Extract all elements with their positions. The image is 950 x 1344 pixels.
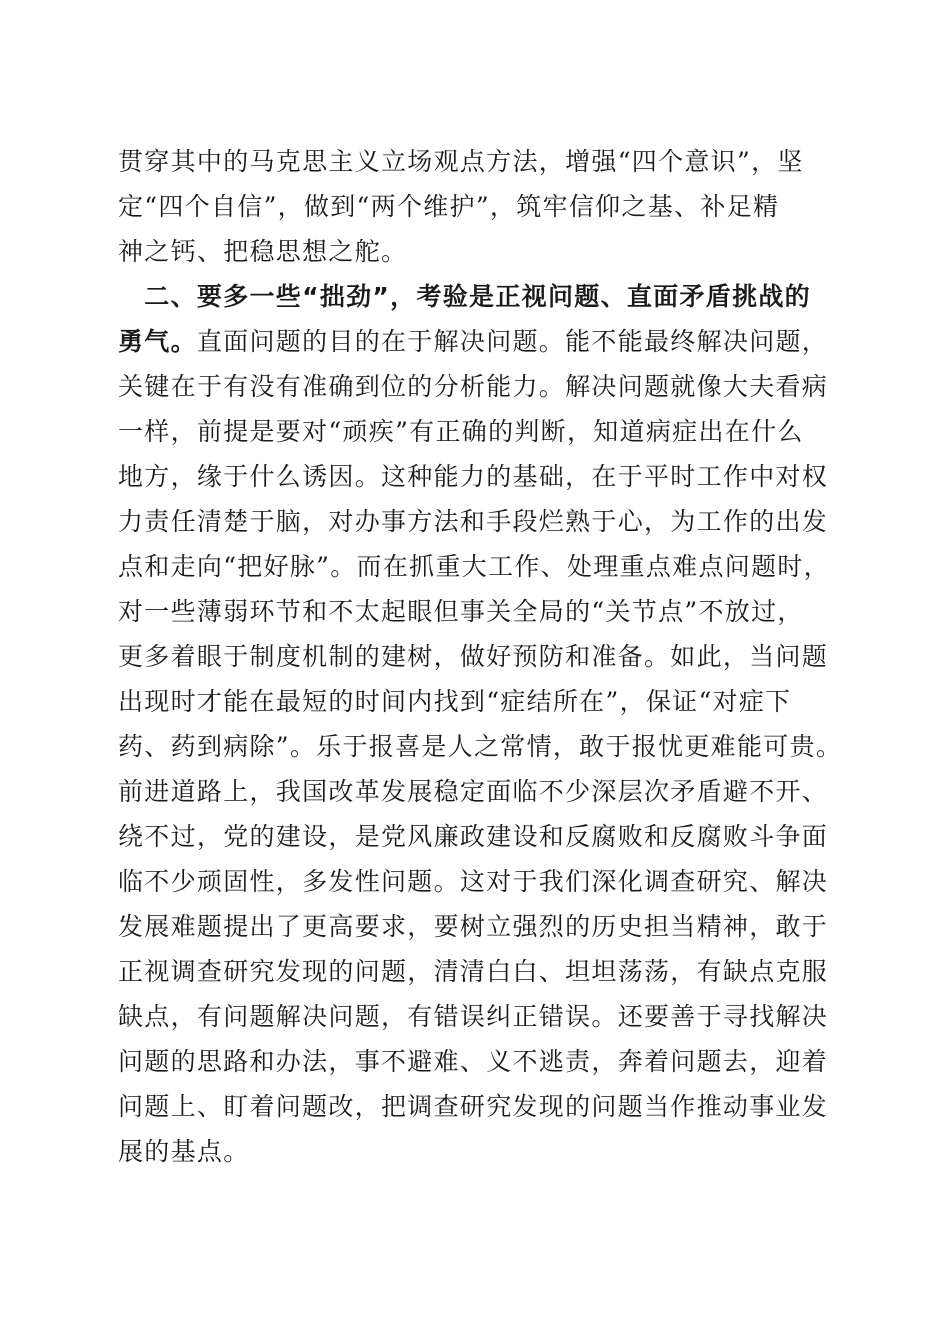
paragraph-line: 药、药到病除”。乐于报喜是人之常情，敢于报忧更难能可贵。 — [118, 732, 843, 761]
paragraph-line: 正视调查研究发现的问题，清清白白、坦坦荡荡，有缺点克服 — [118, 957, 829, 986]
paragraph-line: 展的基点。 — [118, 1137, 250, 1166]
paragraph-line: 发展难题提出了更高要求，要树立强烈的历史担当精神，敢于 — [118, 912, 829, 941]
paragraph-line: 更多着眼于制度机制的建树，做好预防和准备。如此，当问题 — [118, 642, 829, 671]
paragraph-line: 关键在于有没有准确到位的分析能力。解决问题就像大夫看病 — [118, 372, 829, 401]
paragraph-line: 点和走向“把好脉”。而在抓重大工作、处理重点难点问题时， — [118, 552, 830, 581]
paragraph-line: 绕不过，党的建设，是党风廉政建设和反腐败和反腐败斗争面 — [118, 822, 829, 851]
paragraph-line: 定“四个自信”，做到“两个维护”，筑牢信仰之基、补足精 — [118, 192, 780, 221]
paragraph-line: 贯穿其中的马克思主义立场观点方法，增强“四个意识”，坚 — [118, 147, 804, 176]
paragraph-text: 直面问题的目的在于解决问题。能不能最终解决问题， — [196, 327, 829, 356]
paragraph-line — [118, 320, 828, 364]
paragraph-line: 地方，缘于什么诱因。这种能力的基础，在于平时工作中对权 — [118, 462, 829, 491]
paragraph-line: 一样，前提是要对“顽疾”有正确的判断，知道病症出在什么 — [118, 417, 804, 446]
section-heading: 二、要多一些“拙劲”，考验是正视问题、直面矛盾挑战的 — [118, 282, 811, 311]
paragraph-line: 问题的思路和办法，事不避难、义不逃责，奔着问题去，迎着 — [118, 1047, 829, 1076]
paragraph-line: 出现时才能在最短的时间内找到“症结所在”，保证“对症下 — [118, 687, 792, 716]
paragraph-line: 力责任清楚于脑，对办事方法和手段烂熟于心，为工作的出发 — [118, 507, 829, 536]
paragraph-line: 临不少顽固性，多发性问题。这对于我们深化调查研究、解决 — [118, 867, 829, 896]
paragraph-line: 前进道路上，我国改革发展稳定面临不少深层次矛盾避不开、 — [118, 777, 829, 806]
section-heading-end: 勇气。 — [118, 327, 197, 356]
paragraph-line: 问题上、盯着问题改，把调查研究发现的问题当作推动事业发 — [118, 1092, 829, 1121]
paragraph-line: 神之钙、把稳思想之舵。 — [118, 237, 408, 266]
paragraph-line: 缺点，有问题解决问题，有错误纠正错误。还要善于寻找解决 — [118, 1002, 829, 1031]
paragraph-line: 对一些薄弱环节和不太起眼但事关全局的“关节点”不放过， — [118, 597, 804, 626]
